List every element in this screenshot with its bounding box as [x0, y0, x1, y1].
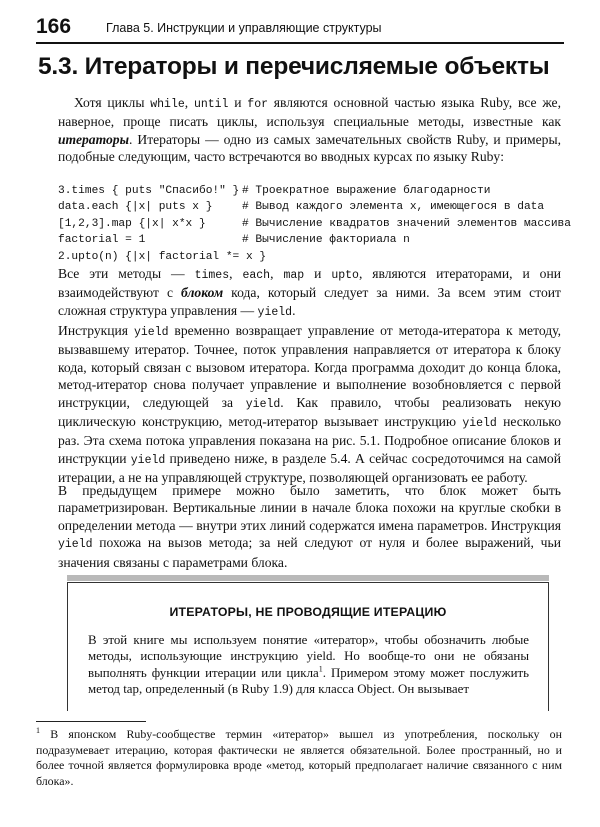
inline-code: while — [150, 98, 185, 111]
code-line — [58, 199, 568, 215]
text: Хотя циклы — [74, 95, 151, 110]
text: , — [270, 266, 284, 281]
code-statement: [1,2,3].map {|x| x*x } — [58, 217, 206, 230]
text: являются основной частью языка Ruby, все же, наверное, проще писать циклы, используя специальные методы, известные как — [58, 95, 561, 130]
inline-code: yield — [257, 305, 293, 319]
text: Инструкция — [58, 323, 134, 338]
sidebar-box — [67, 582, 549, 711]
code-listing — [58, 183, 571, 265]
inline-code: until — [193, 98, 229, 111]
emphasis-term: итераторы — [58, 131, 130, 147]
code-statement: 3.times { puts "Спасибо!" } — [58, 185, 240, 197]
text: . Примером этому может послужить метод tap, определенный (в Ruby 1.9) для класса Object. Он вызывает — [88, 665, 530, 697]
text: Все эти методы — — [58, 266, 195, 281]
page-number: 166 — [36, 15, 72, 38]
inline-code: each — [242, 269, 271, 282]
sidebar-title: ИТЕРАТОРЫ, НЕ ПРОВОДЯЩИЕ ИТЕРАЦИЮ — [169, 605, 447, 619]
code-line — [58, 232, 568, 248]
inline-code: yield — [245, 397, 281, 411]
paragraph-yield — [58, 322, 561, 487]
text: кода, который следует за ними. За всем этим стоит сложная структура управления — — [58, 285, 561, 318]
text: В предыдущем примере можно было заметить, что блок может быть параметризирован. Вертикальные линии в начале блока похожи на круглые скобки в определении метода — внутри этих линий содержатся имена параметров. Инструкция — [58, 483, 561, 533]
code-line — [58, 216, 571, 232]
paragraph-iterators — [58, 265, 561, 321]
footnote-divider — [36, 721, 146, 722]
sidebar-text — [88, 632, 529, 698]
paragraph-parameters — [58, 482, 561, 571]
footnote-mark: 1 — [36, 726, 40, 736]
text: , являются итераторами, и они взаимодействуют с — [58, 266, 562, 301]
inline-code: yield — [130, 453, 166, 467]
code-comment: # Вывод каждого элемента x, имеющегося в data — [242, 201, 545, 214]
code-statement: 2.upto(n) {|x| factorial *= x } — [58, 250, 267, 263]
footnote-reference[interactable]: 1 — [318, 664, 323, 674]
footnote — [36, 727, 562, 789]
emphasis-term: блоком — [181, 285, 224, 301]
chapter-title: Глава 5. Инструкции и управляющие структуры — [106, 21, 382, 35]
section-title: 5.3. Итераторы и перечисляемые объекты — [38, 53, 550, 80]
text: похожа на вызов метода; за ней следуют от нуля и более выражений, чьи значения связаны с параметрами блока. — [58, 535, 561, 570]
text: и — [304, 266, 332, 281]
text: . — [292, 302, 296, 318]
code-comment: # Вычисление квадратов значений элементов массива — [242, 217, 571, 230]
text: несколько раз. Эта схема потока управления показана на рис. 5.1. Подробное описание блоков и инструкции — [58, 414, 561, 466]
footnote-text: В японском Ruby-сообществе термин «итератор» вышел из употребления, поскольку он подразумевает итерацию, которая фактически не является обязательной. Более пространный, но и более точной является формулировка вроде «метод, который предполагает наличие связанного с ним блока». — [36, 727, 562, 788]
paragraph-intro — [58, 94, 561, 166]
code-line — [58, 249, 568, 265]
text: , — [229, 266, 243, 281]
inline-code: yield — [462, 417, 497, 431]
running-header — [36, 16, 564, 44]
code-line — [58, 183, 568, 199]
inline-code: yield — [58, 538, 93, 552]
inline-code: for — [247, 98, 269, 111]
inline-code: times — [194, 269, 230, 282]
text: временно возвращает управление от метода-итератора к методу, вызвавшему итератор. Точнее, поток управления направляется от итератора к блоку кода, который связан с вызовом итератора. Когда программа доходит до конца блока, метод-итератор снова получает управление и выполнение возобновляется с первой инструкции, следующей за — [58, 323, 562, 410]
code-comment: # Вычисление факториала n — [242, 234, 410, 247]
code-statement: data.each {|x| puts x } — [58, 201, 213, 214]
code-comment: # Троекратное выражение благодарности — [242, 185, 491, 197]
text: и — [228, 95, 248, 110]
inline-code: upto — [331, 269, 359, 282]
inline-code: yield — [133, 326, 169, 339]
text: . Как правило, чтобы реализовать некую циклическую конструкцию, метод-итератор вызывает инструкцию — [58, 394, 561, 430]
code-statement: factorial = 1 — [58, 234, 146, 247]
text: , — [184, 95, 194, 110]
text: приведено ниже, в разделе 5.4. А сейчас сосредоточимся на самой итерации, а не на управляющей структуре, позволяющей организовать ее работу. — [58, 450, 562, 486]
text: . Итераторы — одно из самых замечательных свойств Ruby, и примеры, подобные следующим, часто встречаются во вводных курсах по языку Ruby: — [58, 131, 561, 165]
inline-code: map — [283, 269, 305, 282]
text: В этой книге мы используем понятие «итератор», чтобы обозначить любые методы, использующие инструкцию yield. Но вообще-то они не обязаны выполнять функции итерации или цикла — [88, 633, 529, 680]
